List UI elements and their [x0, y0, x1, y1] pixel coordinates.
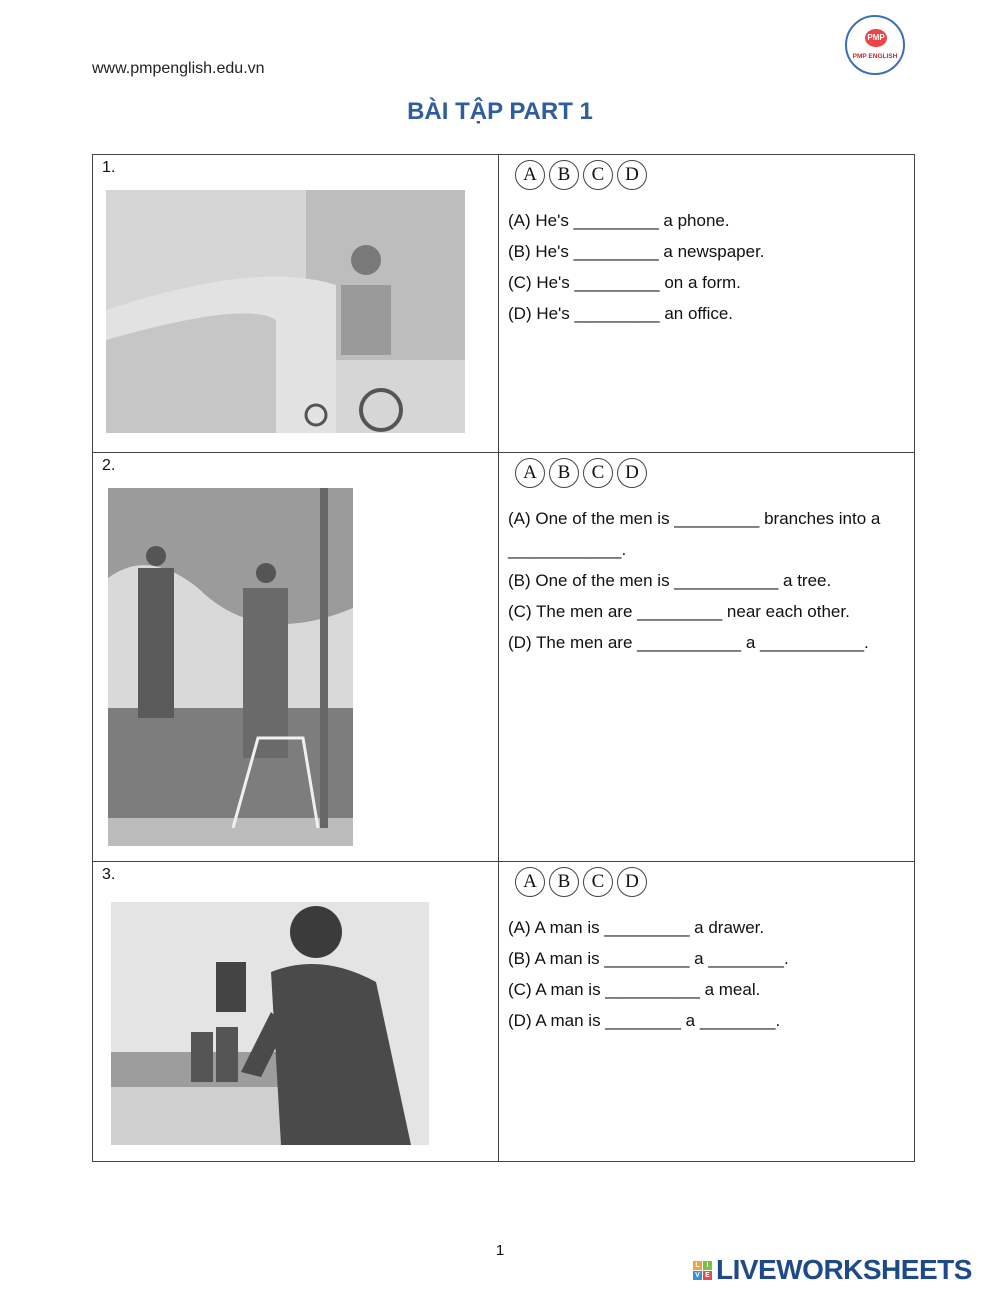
website-url: www.pmpenglish.edu.vn — [92, 60, 265, 77]
photo-men-trimming-tree — [108, 488, 353, 846]
answer-circle-b[interactable]: B — [549, 458, 579, 488]
liveworksheets-logo — [693, 1254, 972, 1286]
question-options-cell — [499, 453, 915, 862]
photo-man-in-wheelchair-writing — [106, 190, 465, 433]
question-number: 1. — [102, 159, 116, 176]
option-c: (C) He's _________ on a form. — [508, 273, 741, 292]
question-row — [93, 453, 915, 862]
answer-circle-d[interactable]: D — [617, 867, 647, 897]
answer-circle-c[interactable]: C — [583, 867, 613, 897]
photo-placeholder — [111, 902, 429, 1145]
page-number: 1 — [495, 1242, 505, 1259]
answer-circles — [515, 160, 647, 190]
option-list — [508, 503, 906, 658]
option-b: (B) One of the men is ___________ a tree. — [508, 571, 832, 590]
photo-placeholder — [106, 190, 465, 433]
option-d: (D) He's _________ an office. — [508, 304, 734, 323]
question-options-cell — [499, 862, 915, 1162]
question-image-cell — [93, 862, 499, 1162]
question-image-cell — [93, 453, 499, 862]
pmp-english-logo — [845, 15, 905, 75]
question-row — [93, 862, 915, 1162]
logo-block: L — [693, 1261, 702, 1270]
logo-block: E — [703, 1271, 712, 1280]
logo-mark: PMP — [865, 29, 887, 47]
exercise-table — [92, 154, 915, 1162]
option-c: (C) The men are _________ near each other. — [508, 602, 850, 621]
question-row — [93, 155, 915, 453]
answer-circle-a[interactable]: A — [515, 867, 545, 897]
logo-block: V — [693, 1271, 702, 1280]
question-number: 3. — [102, 866, 116, 883]
liveworksheets-wordmark: LIVEWORKSHEETS — [716, 1254, 972, 1285]
answer-circles — [515, 458, 647, 488]
answer-circle-a[interactable]: A — [515, 160, 545, 190]
question-image-cell — [93, 155, 499, 453]
answer-circles — [515, 867, 647, 897]
answer-circle-b[interactable]: B — [549, 160, 579, 190]
option-d: (D) A man is ________ a ________. — [508, 1011, 781, 1030]
option-list — [508, 205, 906, 329]
logo-text: PMP ENGLISH — [852, 53, 898, 60]
photo-man-at-coffee-counter — [111, 902, 429, 1145]
option-a: (A) He's _________ a phone. — [508, 211, 730, 230]
option-d: (D) The men are ___________ a ___________. — [508, 633, 869, 652]
option-list — [508, 912, 906, 1036]
photo-placeholder — [108, 488, 353, 846]
page-title: BÀI TẬP PART 1 — [407, 98, 593, 125]
question-number: 2. — [102, 457, 116, 474]
logo-block: I — [703, 1261, 712, 1270]
answer-circle-c[interactable]: C — [583, 458, 613, 488]
option-a: (A) A man is _________ a drawer. — [508, 918, 765, 937]
option-a: (A) One of the men is _________ branches into a ____________. — [508, 509, 886, 559]
question-options-cell — [499, 155, 915, 453]
answer-circle-a[interactable]: A — [515, 458, 545, 488]
answer-circle-c[interactable]: C — [583, 160, 613, 190]
liveworksheets-blocks-icon — [693, 1261, 712, 1280]
option-c: (C) A man is __________ a meal. — [508, 980, 761, 999]
answer-circle-b[interactable]: B — [549, 867, 579, 897]
option-b: (B) A man is _________ a ________. — [508, 949, 789, 968]
answer-circle-d[interactable]: D — [617, 160, 647, 190]
option-b: (B) He's _________ a newspaper. — [508, 242, 765, 261]
answer-circle-d[interactable]: D — [617, 458, 647, 488]
